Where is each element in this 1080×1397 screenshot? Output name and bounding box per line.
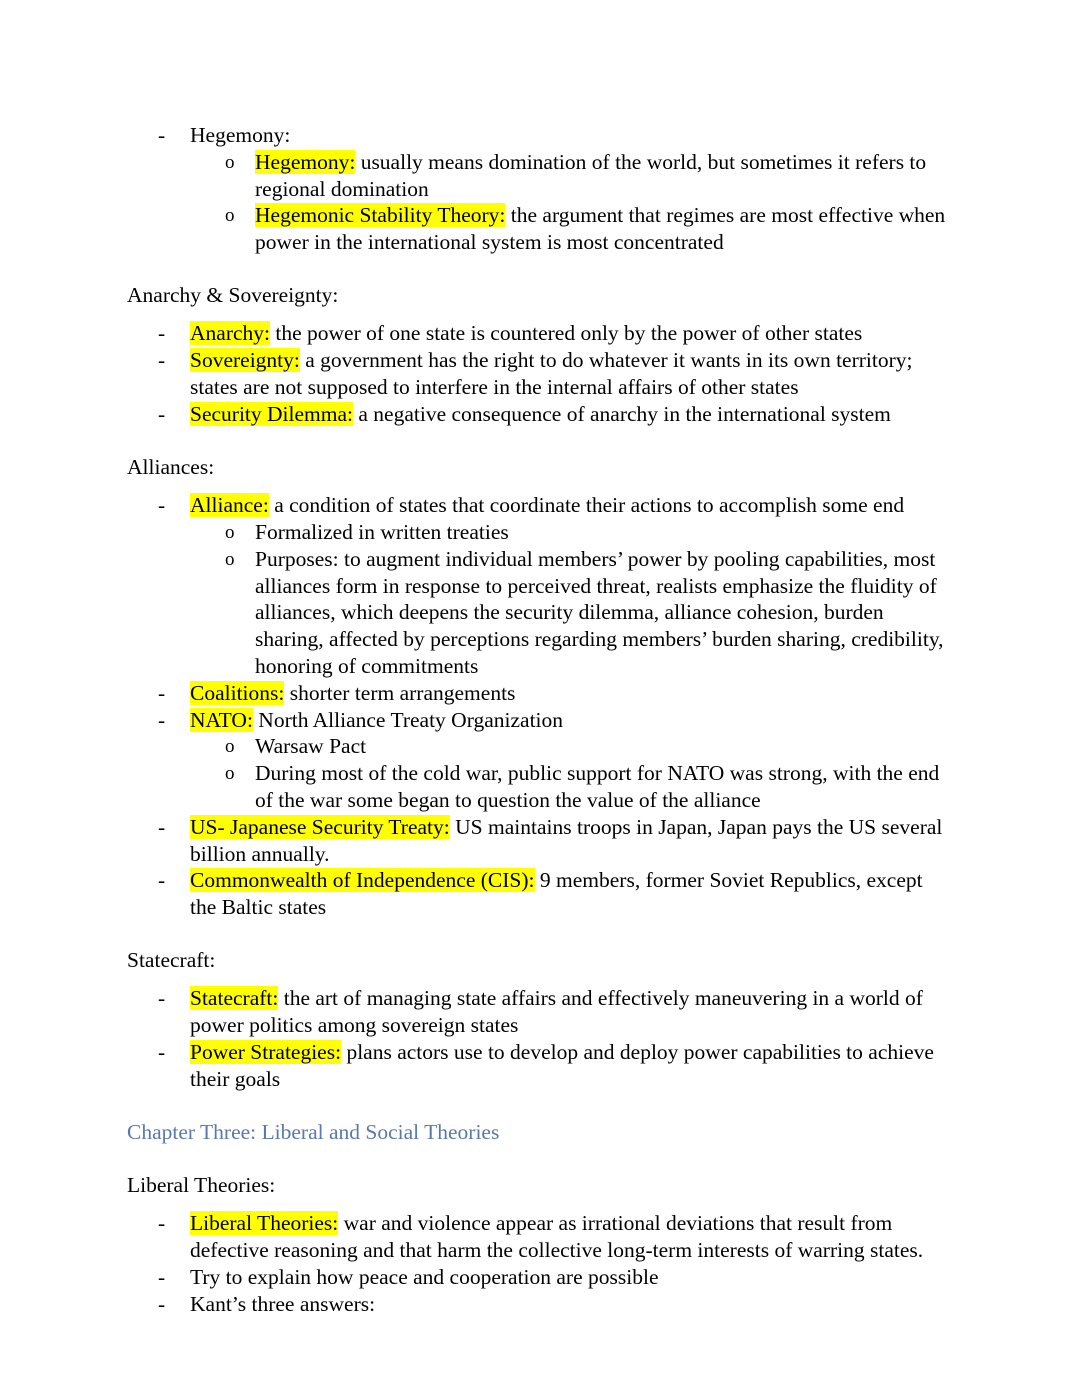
term-nato: NATO: <box>190 707 253 732</box>
dash-bullet-icon: - <box>158 401 166 426</box>
term-us-japanese-security-treaty: US- Japanese Security Treaty: <box>190 814 450 839</box>
dash-bullet-icon: - <box>158 123 166 147</box>
dash-bullet-icon: - <box>158 707 166 732</box>
anarchy-sovereignty-list <box>127 320 953 427</box>
spacer <box>127 973 953 985</box>
list-item-sovereignty <box>127 347 953 401</box>
spacer <box>127 480 953 492</box>
list-item-hegemony <box>127 122 953 256</box>
def-hegemony: usually means domination of the world, but sometimes it refers to regional domination <box>255 149 927 201</box>
text-formalized-treaties: Formalized in written treaties <box>255 519 509 544</box>
term-liberal-theories: Liberal Theories: <box>190 1211 339 1236</box>
def-alliance: a condition of states that coordinate their actions to accomplish some end <box>268 493 905 518</box>
text-alliance-purposes: Purposes: to augment individual members’ power by pooling capabilities, most alliances form in response to perceived threat, realists emphasize the fluidity of alliances, which deepens the security dilemma, alliance cohesion, burden sharing, affected by perceptions regarding members’ burden sharing, credibility, honoring of commitments <box>255 546 944 678</box>
section-heading-alliances: Alliances: <box>127 454 215 479</box>
liberal-theories-list <box>127 1210 953 1317</box>
list-item-nato-cold-war-support <box>190 760 953 814</box>
spacer <box>127 428 953 454</box>
list-item-us-japanese-security-treaty <box>127 814 953 868</box>
list-item-hegemony-def <box>190 149 953 203</box>
list-item-security-dilemma <box>127 401 953 428</box>
spacer <box>127 1093 953 1119</box>
def-security-dilemma: a negative consequence of anarchy in the international system <box>353 401 891 426</box>
section-heading-anarchy-sovereignty: Anarchy & Sovereignty: <box>127 282 339 307</box>
term-hegemonic-stability-theory: Hegemonic Stability Theory: <box>255 203 506 228</box>
def-cis: 9 members, former Soviet Republics, except the Baltic states <box>190 868 923 920</box>
document-content <box>127 122 953 1317</box>
dash-bullet-icon: - <box>158 1264 166 1289</box>
circle-bullet-icon: o <box>225 151 235 173</box>
nato-sublist <box>190 733 953 813</box>
list-item-hegemonic-stability-theory <box>190 202 953 256</box>
def-nato: North Alliance Treaty Organization <box>252 707 564 732</box>
def-hegemonic-stability-theory: the argument that regimes are most effective when power in the international system is most concentrated <box>255 203 946 255</box>
dash-bullet-icon: - <box>158 1291 166 1316</box>
def-power-strategies: plans actors use to develop and deploy power capabilities to achieve their goals <box>190 1040 934 1091</box>
list-item-anarchy <box>127 320 953 347</box>
dash-bullet-icon: - <box>158 1211 166 1236</box>
def-anarchy: the power of one state is countered only by the power of other states <box>270 321 863 346</box>
def-coalitions: shorter term arrangements <box>284 680 516 705</box>
def-us-japanese-security-treaty: US maintains troops in Japan, Japan pays the US several billion annually. <box>190 814 943 866</box>
list-item-kant-three-answers <box>127 1291 953 1318</box>
circle-bullet-icon: o <box>225 205 235 227</box>
def-sovereignty: a government has the right to do whatever it wants in its own territory; states are not supposed to interfere in the internal affairs of other states <box>190 348 913 400</box>
term-statecraft: Statecraft: <box>190 986 279 1011</box>
term-sovereignty: Sovereignty: <box>190 348 300 373</box>
list-item-warsaw-pact <box>190 733 953 760</box>
spacer <box>127 1146 953 1172</box>
chapter-heading: Chapter Three: Liberal and Social Theories <box>127 1119 500 1144</box>
term-coalitions: Coalitions: <box>190 680 285 705</box>
dash-bullet-icon: - <box>158 680 166 705</box>
spacer <box>127 256 953 282</box>
list-item-nato <box>127 707 953 814</box>
spacer <box>127 308 953 320</box>
hegemony-list <box>127 122 953 256</box>
term-security-dilemma: Security Dilemma: <box>190 401 354 426</box>
hegemony-sublist <box>190 149 953 256</box>
list-item-statecraft <box>127 985 953 1039</box>
dash-bullet-icon: - <box>158 348 166 373</box>
text-nato-cold-war-support: During most of the cold war, public support for NATO was strong, with the end of the war some began to question the value of the alliance <box>255 761 940 812</box>
section-heading-statecraft: Statecraft: <box>127 947 216 972</box>
term-hegemony: Hegemony: <box>255 149 356 174</box>
list-item-explain-peace-cooperation <box>127 1264 953 1291</box>
list-item-coalitions <box>127 680 953 707</box>
term-anarchy: Anarchy: <box>190 321 270 346</box>
circle-bullet-icon: o <box>225 521 235 543</box>
text-kant-three-answers: Kant’s three answers: <box>190 1291 376 1316</box>
hegemony-label: Hegemony: <box>190 123 291 147</box>
dash-bullet-icon: - <box>158 868 166 893</box>
dash-bullet-icon: - <box>158 814 166 839</box>
dash-bullet-icon: - <box>158 986 166 1011</box>
circle-bullet-icon: o <box>225 548 235 570</box>
list-item-cis <box>127 867 953 921</box>
alliances-list <box>127 492 953 921</box>
list-item-alliance-purposes <box>190 546 953 680</box>
statecraft-list <box>127 985 953 1092</box>
def-liberal-theories: war and violence appear as irrational deviations that result from defective reasoning and that harm the collective long-term interests of warring states. <box>190 1211 924 1262</box>
dash-bullet-icon: - <box>158 321 166 346</box>
alliance-sublist <box>190 519 953 680</box>
term-alliance: Alliance: <box>190 493 269 518</box>
spacer <box>127 1198 953 1210</box>
list-item-formalized-treaties <box>190 519 953 546</box>
dash-bullet-icon: - <box>158 1040 166 1065</box>
list-item-power-strategies <box>127 1039 953 1093</box>
circle-bullet-icon: o <box>225 736 235 758</box>
list-item-liberal-theories <box>127 1210 953 1264</box>
text-warsaw-pact: Warsaw Pact <box>255 734 367 759</box>
term-cis: Commonwealth of Independence (CIS): <box>190 868 535 893</box>
def-statecraft: the art of managing state affairs and effectively maneuvering in a world of power politics among sovereign states <box>190 986 923 1038</box>
circle-bullet-icon: o <box>225 763 235 785</box>
text-explain-peace-cooperation: Try to explain how peace and cooperation are possible <box>190 1264 659 1289</box>
section-heading-liberal-theories: Liberal Theories: <box>127 1172 276 1197</box>
spacer <box>127 921 953 947</box>
term-power-strategies: Power Strategies: <box>190 1040 342 1065</box>
dash-bullet-icon: - <box>158 493 166 518</box>
list-item-alliance <box>127 492 953 680</box>
